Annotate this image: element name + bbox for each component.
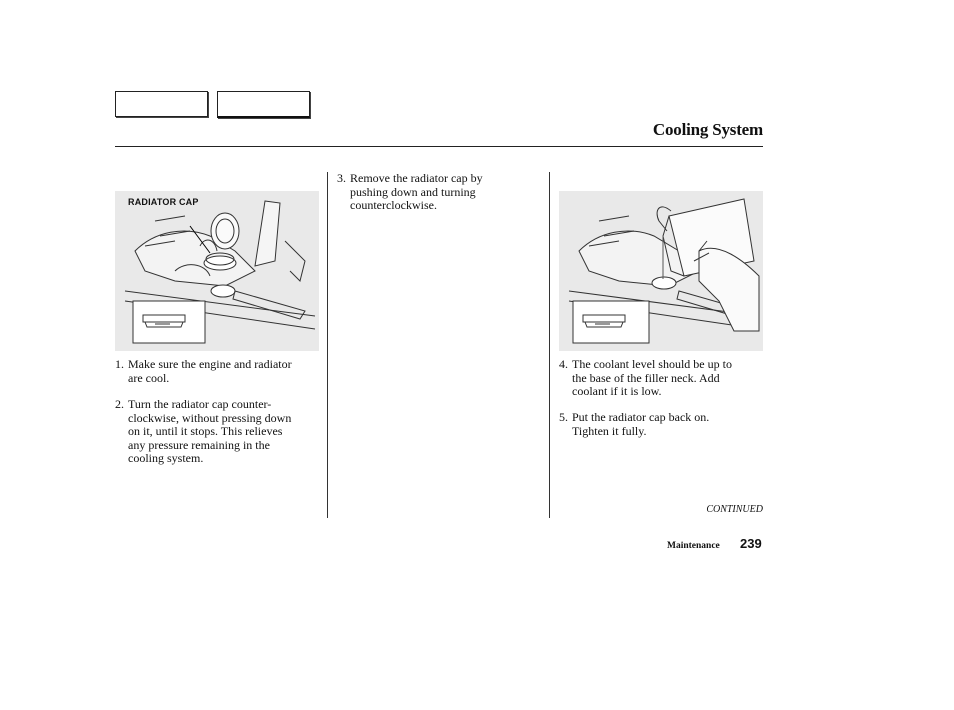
step-text: The coolant level should be up to the base of the filler neck. Add coolant if it is low. [572,357,732,398]
continued-note: CONTINUED [706,504,763,515]
step-number: 3. [337,171,346,185]
radiator-cap-label: RADIATOR CAP [128,197,199,207]
step-1 [115,358,325,385]
step-2 [115,398,325,466]
step-text: Make sure the engine and radiator are cool. [128,357,292,385]
column-divider-1 [327,172,328,518]
step-5 [559,411,764,438]
nav-tab-1[interactable] [115,91,208,117]
coolant-filling-illustration [559,191,763,351]
step-4 [559,358,764,399]
step-number: 2. [115,397,124,411]
radiator-cap-illustration [115,191,319,351]
section-name: Maintenance [667,541,720,551]
step-number: 1. [115,357,124,371]
column-divider-2 [549,172,550,518]
step-text: Put the radiator cap back on. Tighten it fully. [572,410,710,438]
step-3 [337,172,547,213]
step-text: Turn the radiator cap counter- clockwise, without pressing down on it, until it stops. This relieves any pressure remaining in the cooling system. [128,397,292,465]
step-number: 5. [559,410,568,424]
step-text: Remove the radiator cap by pushing down and turning counterclockwise. [350,171,483,212]
page-number: 239 [740,536,762,551]
nav-tab-2[interactable] [217,91,310,118]
header-rule [115,146,763,147]
step-number: 4. [559,357,568,371]
page-title: Cooling System [652,120,763,139]
